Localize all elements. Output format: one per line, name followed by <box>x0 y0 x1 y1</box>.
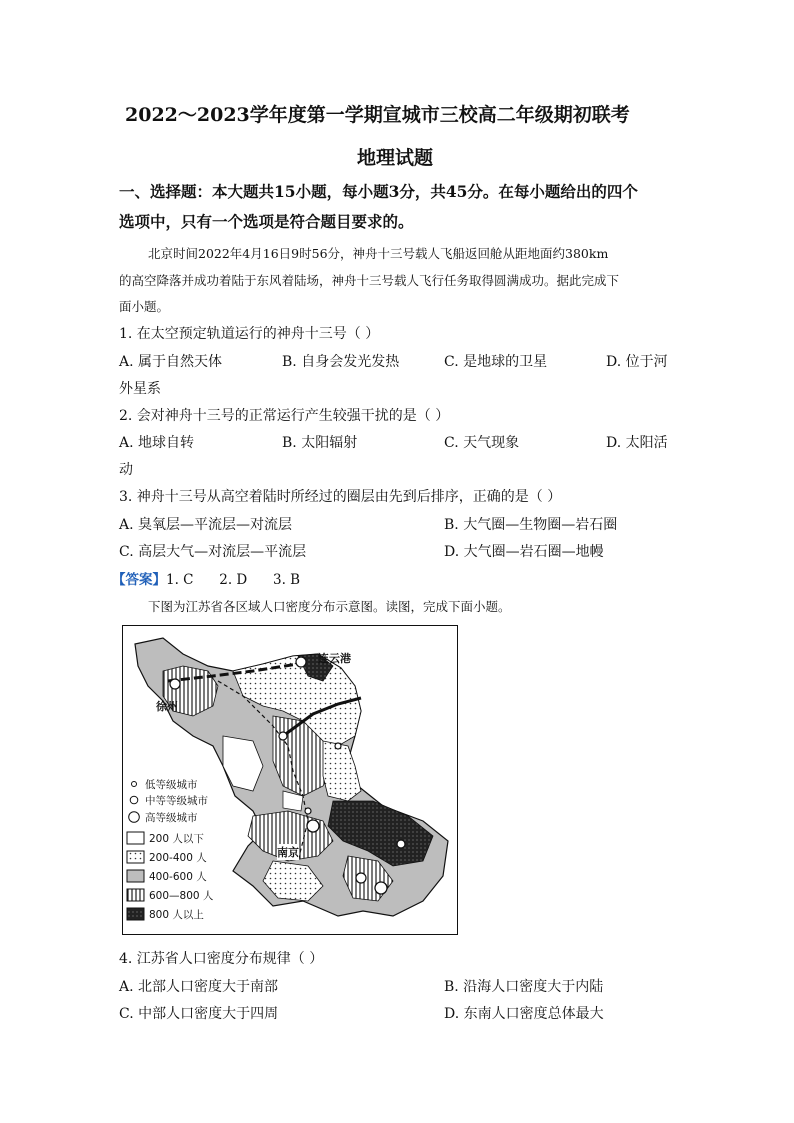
question-1-stem: 1. 在太空预定轨道运行的神舟十三号（ ） <box>119 326 380 342</box>
question-2-stem: 2. 会对神舟十三号的正常运行产生较强干扰的是（ ） <box>119 408 450 424</box>
city-nanjing <box>307 820 319 832</box>
passage1-line2: 的高空降落并成功着陆于东风着陆场，神舟十三号载人飞行任务取得圆满成功。据此完成下 <box>119 273 620 288</box>
city-nantong <box>397 840 405 848</box>
legend-d5-swatch <box>127 908 144 920</box>
map-label-lianyungang: 连云港 <box>318 652 351 665</box>
city-huaian <box>279 732 287 740</box>
region-east-dotted <box>323 741 361 801</box>
map-label-nanjing: 南京 <box>277 846 299 859</box>
legend-density-3: 400-600 人 <box>149 871 207 883</box>
question-4-option-b: B. 沿海人口密度大于内陆 <box>444 979 604 995</box>
legend-mid-city-symbol <box>130 796 138 804</box>
answer-text: 1. C 2. D 3. B <box>166 572 301 588</box>
passage1-line3: 面小题。 <box>119 299 170 314</box>
legend-low-city-symbol <box>132 782 137 787</box>
section-heading-line1: 一、选择题：本大题共15小题，每小题3分，共45分。在每小题给出的四个 <box>119 182 638 201</box>
legend-density-2: 200-400 人 <box>149 852 207 864</box>
question-2-option-b: B. 太阳辐射 <box>282 435 358 451</box>
question-1-option-b: B. 自身会发光发热 <box>282 354 400 370</box>
question-1-option-a: A. 属于自然天体 <box>119 354 223 370</box>
question-2-option-d-continued: 动 <box>119 462 133 478</box>
legend-high-city-symbol <box>129 812 140 823</box>
question-4-option-a: A. 北部人口密度大于南部 <box>119 979 279 995</box>
legend-d1-swatch <box>127 832 144 844</box>
passage1-line1: 北京时间2022年4月16日9时56分，神舟十三号载人飞船返回舱从距地面约380km <box>148 246 609 261</box>
legend-d3-swatch <box>127 870 144 882</box>
city-yangzhou <box>305 808 311 814</box>
question-3-option-b: B. 大气圈—生物圈—岩石圈 <box>444 517 618 533</box>
question-3-option-a: A. 臭氧层—平流层—对流层 <box>119 517 293 533</box>
legend-density-4: 600—800 人 <box>149 890 214 902</box>
question-2-option-a: A. 地球自转 <box>119 435 195 451</box>
map-label-xuzhou: 徐州 <box>156 700 178 713</box>
question-4-stem: 4. 江苏省人口密度分布规律（ ） <box>119 951 324 967</box>
city-lianyungang <box>296 657 306 667</box>
legend-low-city: 低等级城市 <box>145 779 198 791</box>
city-wuxi <box>356 873 366 883</box>
section-heading-line2: 选项中，只有一个选项是符合题目要求的。 <box>119 212 414 231</box>
question-3-option-c: C. 高层大气—对流层—平流层 <box>119 544 307 560</box>
answer-block <box>112 568 300 588</box>
legend-density-1: 200 人以下 <box>149 833 204 845</box>
city-suzhou <box>375 882 387 894</box>
question-3-stem: 3. 神舟十三号从高空着陆时所经过的圈层由先到后排序，正确的是（ ） <box>119 489 562 505</box>
question-4-option-d: D. 东南人口密度总体最大 <box>444 1006 604 1022</box>
question-4-option-c: C. 中部人口密度大于四周 <box>119 1006 279 1022</box>
legend-density-5: 800 人以上 <box>149 909 204 921</box>
question-1-option-c: C. 是地球的卫星 <box>444 354 548 370</box>
question-1-option-d: D. 位于河 <box>606 354 668 370</box>
question-2-option-c: C. 天气现象 <box>444 435 520 451</box>
question-2-option-d: D. 太阳活 <box>606 435 668 451</box>
passage2-line1: 下图为江苏省各区域人口密度分布示意图。读图，完成下面小题。 <box>148 599 511 614</box>
legend-high-city: 高等级城市 <box>145 812 198 824</box>
page-title: 2022～2023学年度第一学期宣城市三校高二年级期初联考 <box>125 104 630 126</box>
question-3-option-d: D. 大气圈—岩石圈—地幔 <box>444 544 604 560</box>
city-yancheng <box>335 743 341 749</box>
question-1-option-d-continued: 外星系 <box>119 381 161 397</box>
city-xuzhou <box>170 679 180 689</box>
page-subtitle: 地理试题 <box>357 147 434 169</box>
answer-tag: 【答案】 <box>112 572 166 588</box>
legend-d4-swatch <box>127 889 144 901</box>
legend-mid-city: 中等等级城市 <box>145 795 208 807</box>
legend-d2-swatch <box>127 851 144 863</box>
population-density-map <box>122 625 458 935</box>
